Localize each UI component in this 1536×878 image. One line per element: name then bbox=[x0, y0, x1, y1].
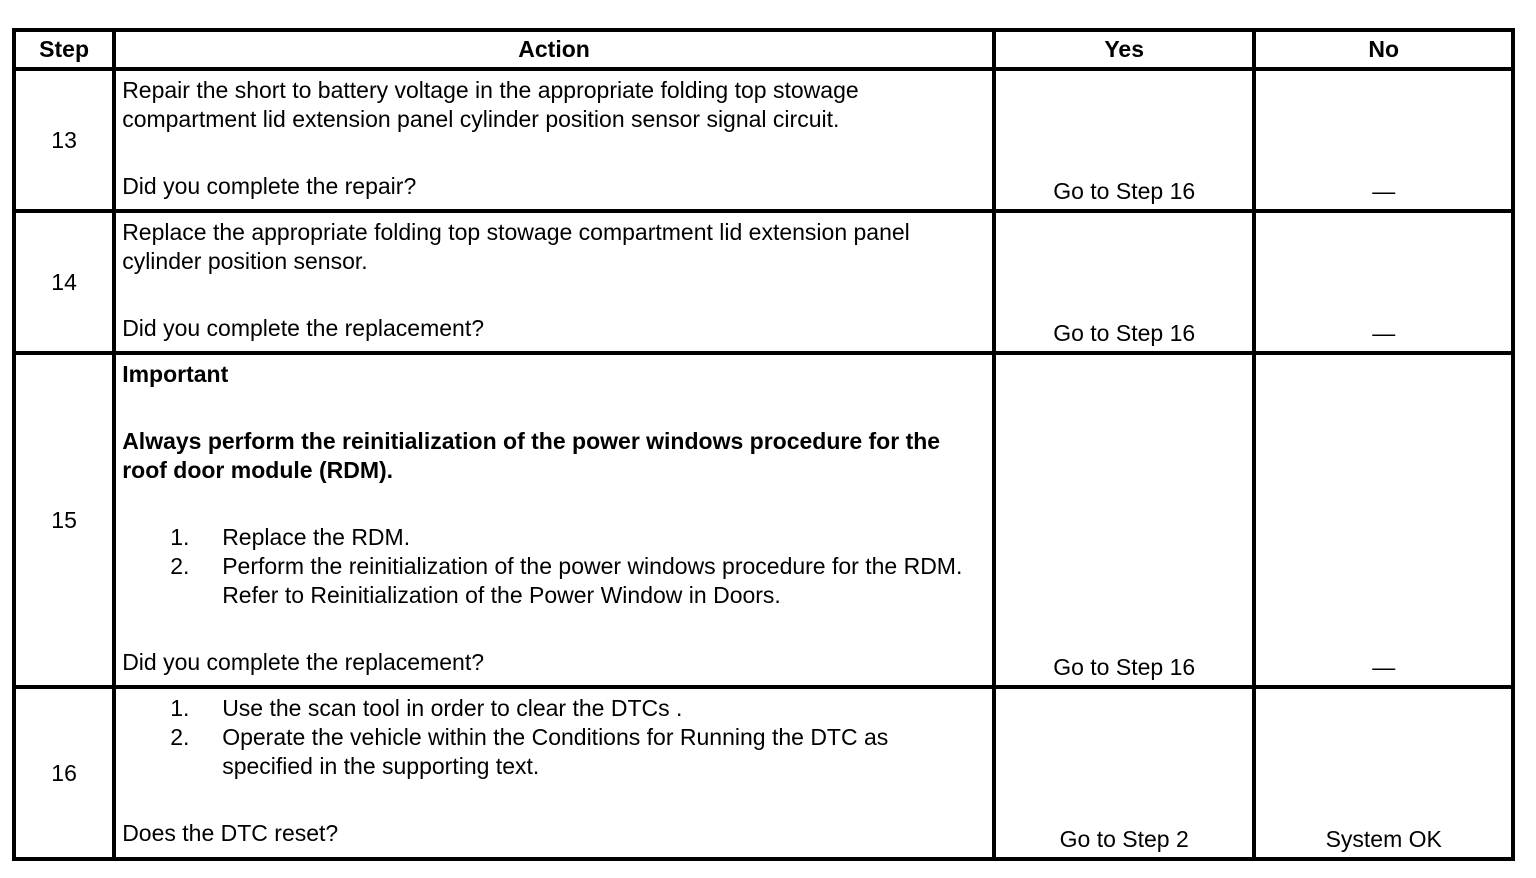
list-item bbox=[122, 694, 984, 723]
list-item bbox=[122, 523, 984, 552]
important-note: Always perform the reinitialization of the power windows procedure for the roof door module (RDM). bbox=[122, 428, 941, 483]
yes-result: Go to Step 16 bbox=[994, 69, 1255, 211]
action-question: Did you complete the replacement? bbox=[122, 649, 484, 675]
table-row bbox=[14, 353, 1513, 687]
no-result: — bbox=[1254, 211, 1513, 353]
list-item bbox=[122, 552, 984, 610]
list-item-text: Replace the RDM. bbox=[222, 524, 411, 550]
list-item-text: Operate the vehicle within the Conditions for Running the DTC as specified in the supporting text. bbox=[222, 724, 889, 779]
list-item-number: 2. bbox=[170, 724, 190, 750]
list-item-text: Perform the reinitialization of the power windows procedure for the RDM. Refer to Reinitialization of the Power Window in Doors. bbox=[222, 553, 963, 608]
action-cell bbox=[114, 353, 994, 687]
action-cell bbox=[114, 687, 994, 859]
no-result: — bbox=[1254, 353, 1513, 687]
yes-result: Go to Step 16 bbox=[994, 353, 1255, 687]
action-cell bbox=[114, 211, 994, 353]
yes-result: Go to Step 16 bbox=[994, 211, 1255, 353]
table-header bbox=[14, 30, 1513, 69]
action-question: Did you complete the replacement? bbox=[122, 315, 484, 341]
table-row bbox=[14, 687, 1513, 859]
header-step: Step bbox=[14, 30, 114, 69]
no-result: — bbox=[1254, 69, 1513, 211]
list-item-text: Use the scan tool in order to clear the DTCs . bbox=[222, 695, 683, 721]
step-number: 14 bbox=[14, 211, 114, 353]
step-number: 15 bbox=[14, 353, 114, 687]
diagnostic-table bbox=[12, 28, 1515, 861]
step-number: 13 bbox=[14, 69, 114, 211]
action-text: Repair the short to battery voltage in the appropriate folding top stowage compartment lid extension panel cylinder position sensor signal circuit. bbox=[122, 77, 859, 132]
yes-result: Go to Step 2 bbox=[994, 687, 1255, 859]
action-question: Did you complete the repair? bbox=[122, 173, 417, 199]
header-action: Action bbox=[114, 30, 994, 69]
table-body bbox=[14, 69, 1513, 859]
table-row bbox=[14, 211, 1513, 353]
list-item-number: 1. bbox=[170, 695, 190, 721]
no-result: System OK bbox=[1254, 687, 1513, 859]
table-row bbox=[14, 69, 1513, 211]
step-number: 16 bbox=[14, 687, 114, 859]
header-row bbox=[14, 30, 1513, 69]
action-cell bbox=[114, 69, 994, 211]
header-yes: Yes bbox=[994, 30, 1255, 69]
procedure-list bbox=[122, 694, 984, 781]
action-question: Does the DTC reset? bbox=[122, 820, 339, 846]
action-text: Replace the appropriate folding top stowage compartment lid extension panel cylinder position sensor. bbox=[122, 219, 910, 274]
important-heading: Important bbox=[122, 361, 229, 387]
list-item-number: 1. bbox=[170, 524, 190, 550]
procedure-list bbox=[122, 523, 984, 610]
header-no: No bbox=[1254, 30, 1513, 69]
list-item bbox=[122, 723, 984, 781]
list-item-number: 2. bbox=[170, 553, 190, 579]
